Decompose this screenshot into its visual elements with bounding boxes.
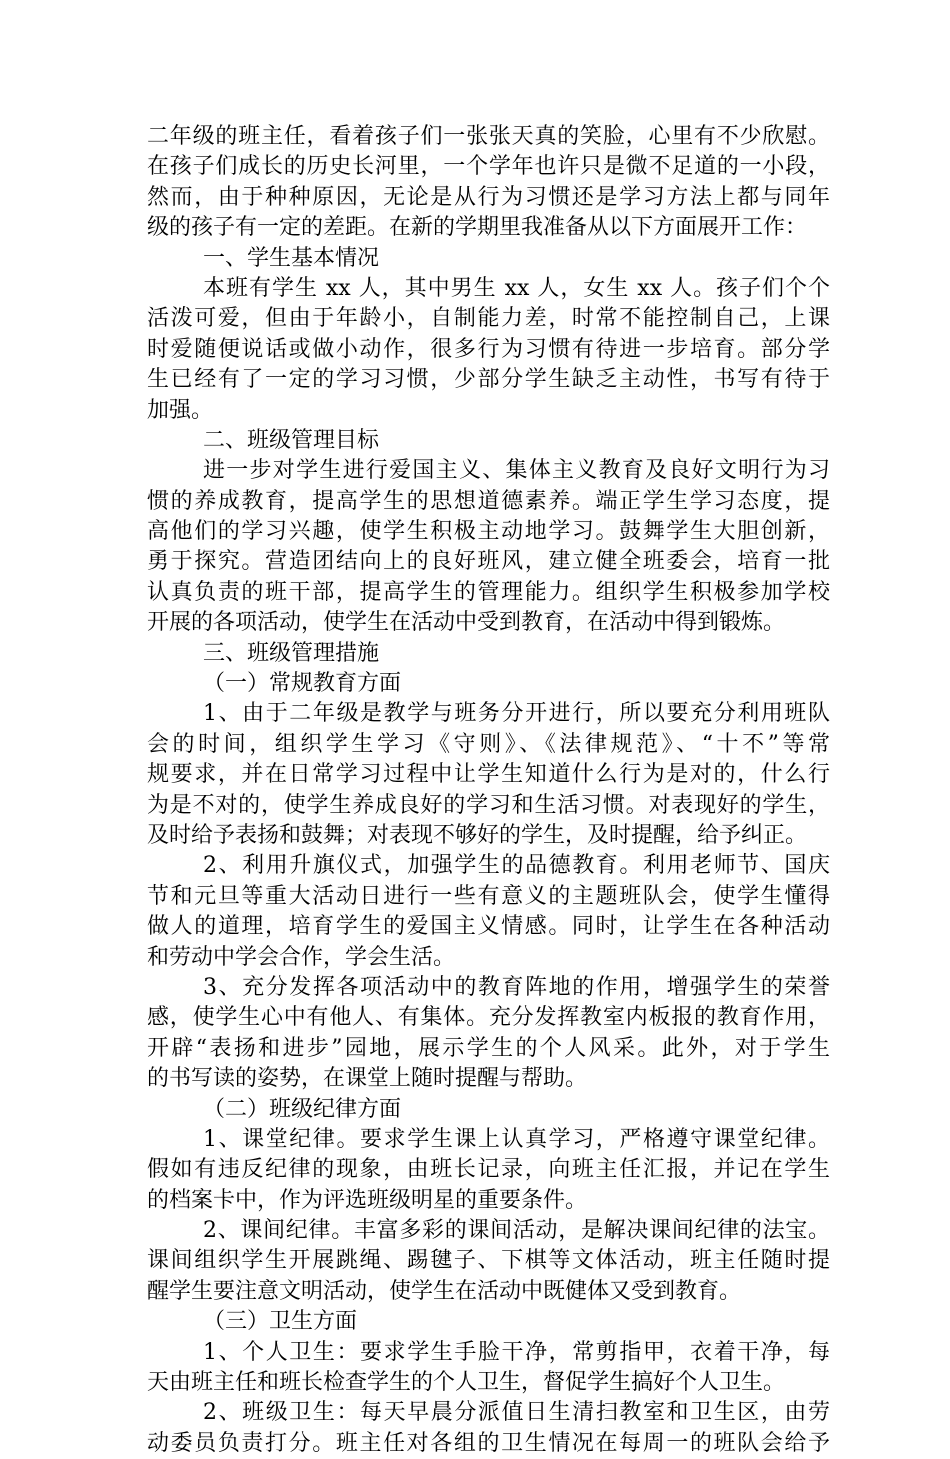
text-line: 3、充分发挥各项活动中的教育阵地的作用，增强学生的荣誉: [203, 974, 830, 1000]
text-line: 高他们的学习兴趣，使学生积极主动地学习。鼓舞学生大胆创新，: [147, 519, 830, 545]
text-line: 做人的道理，培育学生的爱国主义情感。同时，让学生在各种活动: [147, 914, 830, 940]
text-line: 天由班主任和班长检查学生的个人卫生，督促学生搞好个人卫生。: [147, 1370, 786, 1396]
text-line: 动委员负责打分。班主任对各组的卫生情况在每周一的班队会给予: [147, 1430, 830, 1456]
text-line: 2、利用升旗仪式，加强学生的品德教育。利用老师节、国庆: [203, 853, 830, 879]
text-line: 的档案卡中，作为评选班级明星的重要条件。: [147, 1187, 588, 1213]
text-line: 为是不对的，使学生养成良好的学习和生活习惯。对表现好的学生，: [147, 792, 830, 818]
text-line: 加强。: [147, 397, 214, 423]
text-line: 开辟“表扬和进步”园地，展示学生的个人风采。此外，对于学生: [147, 1035, 830, 1061]
text-line: 勇于探究。营造团结向上的良好班风，建立健全班委会，培育一批: [147, 549, 830, 575]
text-line: 1、课堂纪律。要求学生课上认真学习，严格遵守课堂纪律。: [203, 1126, 830, 1152]
text-line: 节和元旦等重大活动日进行一些有意义的主题班队会，使学生懂得: [147, 883, 830, 909]
text-line: 醒学生要注意文明活动，使学生在活动中既健体又受到教育。: [147, 1278, 742, 1304]
text-line: 在孩子们成长的历史长河里，一个学年也许只是微不足道的一小段，: [147, 154, 830, 180]
text-line: 假如有违反纪律的现象，由班长记录，向班主任汇报，并记在学生: [147, 1157, 830, 1183]
text-line: 开展的各项活动，使学生在活动中受到教育，在活动中得到锻炼。: [147, 610, 786, 636]
document-body: [147, 122, 830, 1459]
text-line: 时爱随便说话或做小动作，很多行为习惯有待进一步培育。部分学: [147, 336, 830, 362]
text-line: 和劳动中学会合作，学会生活。: [147, 944, 456, 970]
text-line: 的书写读的姿势，在课堂上随时提醒与帮助。: [147, 1066, 588, 1092]
text-line: 课间组织学生开展跳绳、踢毽子、下棋等文体活动，班主任随时提: [147, 1248, 830, 1274]
section-heading: 一、学生基本情况: [203, 245, 380, 271]
text-line: 2、班级卫生：每天早晨分派值日生清扫教室和卫生区，由劳: [203, 1400, 830, 1426]
text-line: 然而，由于种种原因，无论是从行为习惯还是学习方法上都与同年: [147, 184, 830, 210]
text-line: 会的时间，组织学生学习《守则》、《法律规范》、“十不”等常: [147, 731, 830, 757]
text-line: 规要求，并在日常学习过程中让学生知道什么行为是对的，什么行: [147, 762, 830, 788]
text-line: 感，使学生心中有他人、有集体。充分发挥教室内板报的教育作用，: [147, 1005, 830, 1031]
text-line: 本班有学生 xx 人，其中男生 xx 人，女生 xx 人。孩子们个个: [203, 275, 830, 301]
text-line: 1、由于二年级是教学与班务分开进行，所以要充分利用班队: [203, 701, 830, 727]
section-heading: 二、班级管理目标: [203, 427, 380, 453]
text-line: 2、课间纪律。丰富多彩的课间活动，是解决课间纪律的法宝。: [203, 1218, 830, 1244]
text-line: 活泼可爱，但由于年龄小，自制能力差，时常不能控制自己，上课: [147, 306, 830, 332]
subsection-heading: （三）卫生方面: [203, 1309, 358, 1335]
subsection-heading: （一）常规教育方面: [203, 671, 402, 697]
section-heading: 三、班级管理措施: [203, 640, 380, 666]
text-line: 进一步对学生进行爱国主义、集体主义教育及良好文明行为习: [203, 458, 830, 484]
text-line: 级的孩子有一定的差距。在新的学期里我准备从以下方面展开工作：: [147, 215, 808, 241]
text-line: 惯的养成教育，提高学生的思想道德素养。端正学生学习态度，提: [147, 488, 830, 514]
subsection-heading: （二）班级纪律方面: [203, 1096, 402, 1122]
text-line: 1、个人卫生：要求学生手脸干净，常剪指甲，衣着干净，每: [203, 1339, 830, 1365]
text-line: 及时给予表扬和鼓舞；对表现不够好的学生，及时提醒，给予纠正。: [147, 822, 808, 848]
text-line: 认真负责的班干部，提高学生的管理能力。组织学生积极参加学校: [147, 579, 830, 605]
text-line: 生已经有了一定的学习习惯，少部分学生缺乏主动性，书写有待于: [147, 367, 830, 393]
text-line: 二年级的班主任，看着孩子们一张张天真的笑脸，心里有不少欣慰。: [147, 124, 830, 149]
